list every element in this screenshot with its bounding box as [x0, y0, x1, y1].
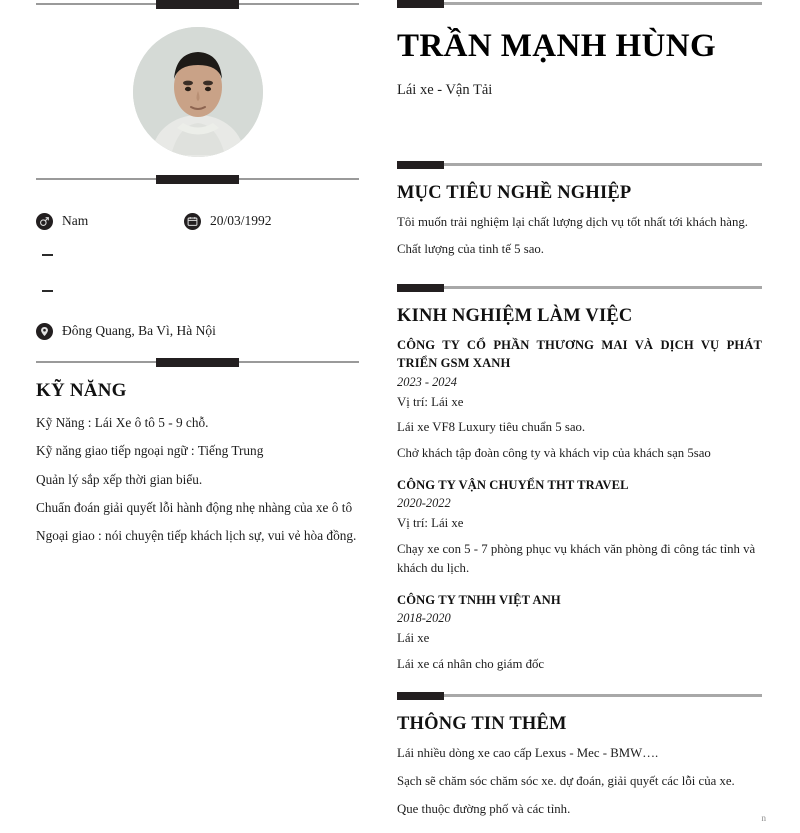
- divider-top-right: [397, 0, 762, 8]
- portrait-photo: [133, 27, 263, 157]
- empty-field-dash: [42, 290, 53, 292]
- contact-row-empty-2: [36, 284, 359, 298]
- skill-item: Kỹ năng giao tiếp ngoại ngữ : Tiếng Trung: [36, 443, 264, 459]
- header-spacer: [397, 99, 762, 161]
- job-detail: Lái xe: [397, 631, 430, 646]
- objective-line: Tôi muốn trải nghiệm lại chất lượng dịch vụ tốt nhất tới khách hàng.: [397, 214, 748, 229]
- company-dates: 2020-2022: [397, 496, 451, 511]
- company-name: CÔNG TY TNHH VIỆT ANH: [397, 593, 561, 608]
- additional-line: Sạch sẽ chăm sóc chăm sóc xe. dự đoán, giải quyết các lỗi của xe.: [397, 773, 735, 788]
- divider-bar: [397, 692, 444, 700]
- divider-rule: [397, 286, 762, 289]
- divider-top-left: [36, 0, 359, 9]
- footer-mark: n: [761, 813, 766, 823]
- divider-bar: [156, 0, 240, 9]
- objective-section: [397, 183, 762, 259]
- job-detail: Chạy xe con 5 - 7 phòng phục vụ khách văn phòng đi công tác tỉnh và khách du lịch.: [397, 541, 756, 575]
- contact-row-gender-birthday: [36, 210, 359, 232]
- objective-title: MỤC TIÊU NGHỀ NGHIỆP: [397, 182, 632, 203]
- additional-title: THÔNG TIN THÊM: [397, 714, 567, 735]
- experience-entry: [397, 336, 762, 462]
- gender-icon: [36, 213, 53, 230]
- skill-item: Chuẩn đoán giải quyết lỗi hành động nhẹ nhàng của xe ô tô: [36, 499, 353, 515]
- gender-value: Nam: [62, 212, 89, 228]
- experience-spacer: [397, 680, 762, 692]
- company-name: CÔNG TY VẬN CHUYỂN THT TRAVEL: [397, 478, 629, 493]
- left-column: [0, 0, 395, 554]
- right-column: [395, 0, 800, 827]
- divider-rule: [397, 2, 762, 5]
- skills-section: [36, 380, 359, 545]
- divider-above-skills: [36, 358, 359, 367]
- job-detail: Chở khách tập đoàn công ty và khách vip của khách sạn 5sao: [397, 445, 711, 460]
- divider-rule: [397, 163, 762, 166]
- company-name: CÔNG TY CỔ PHẦN THƯƠNG MAI VÀ DỊCH VỤ PHÁT TRIỂN GSM XANH: [397, 338, 762, 371]
- contact-block: [36, 184, 359, 342]
- page-title: TRẦN MẠNH HÙNG: [397, 28, 717, 64]
- company-dates: 2023 - 2024: [397, 374, 457, 389]
- additional-line: Que thuộc đường phố và các tỉnh.: [397, 801, 571, 816]
- divider-above-objective: [397, 161, 762, 169]
- skill-item: Kỹ Năng : Lái Xe ô tô 5 - 9 chỗ.: [36, 415, 209, 430]
- contact-row-empty-1: [36, 248, 359, 262]
- experience-section: [397, 306, 762, 673]
- job-detail: Vị trí: Lái xe: [397, 394, 464, 409]
- objective-spacer: [397, 268, 762, 284]
- experience-entry: [397, 591, 762, 673]
- skill-item: Ngoại giao : nói chuyện tiếp khách lịch sự, vui vẻ hòa đồng.: [36, 528, 357, 544]
- experience-entry: [397, 476, 762, 577]
- contact-row-address: [36, 320, 359, 342]
- job-detail: Lái xe cá nhân cho giám đốc: [397, 656, 545, 671]
- divider-bar: [156, 358, 240, 367]
- divider-rule: [397, 694, 762, 697]
- location-pin-icon: [36, 323, 53, 340]
- divider-above-additional: [397, 692, 762, 700]
- avatar: [133, 27, 263, 157]
- additional-section: [397, 714, 762, 818]
- company-dates: 2018-2020: [397, 611, 451, 626]
- skill-item: Quản lý sắp xếp thời gian biểu.: [36, 471, 203, 487]
- divider-bar: [397, 0, 444, 8]
- empty-field-dash: [42, 254, 53, 256]
- job-detail: Vị trí: Lái xe: [397, 516, 464, 531]
- experience-title: KINH NGHIỆM LÀM VIỆC: [397, 306, 633, 327]
- calendar-icon: [184, 213, 201, 230]
- divider-below-photo: [36, 175, 359, 184]
- divider-above-experience: [397, 284, 762, 292]
- divider-bar: [397, 284, 444, 292]
- contact-birthday: [184, 213, 272, 230]
- divider-bar: [397, 161, 444, 169]
- contact-gender: [36, 213, 184, 230]
- additional-line: Lái nhiều dòng xe cao cấp Lexus - Mec - BMW….: [397, 746, 659, 761]
- photo-zone: [36, 9, 359, 175]
- birthday-value: 20/03/1992: [210, 212, 272, 228]
- job-detail: Lái xe VF8 Luxury tiêu chuẩn 5 sao.: [397, 420, 586, 435]
- contact-address: [36, 323, 216, 340]
- objective-line: Chất lượng của tinh tế 5 sao.: [397, 242, 544, 257]
- job-role-subtitle: Lái xe - Vận Tải: [397, 81, 493, 98]
- divider-bar: [156, 175, 240, 184]
- skills-title: KỸ NĂNG: [36, 380, 127, 401]
- address-value: Đông Quang, Ba Vì, Hà Nội: [62, 322, 216, 338]
